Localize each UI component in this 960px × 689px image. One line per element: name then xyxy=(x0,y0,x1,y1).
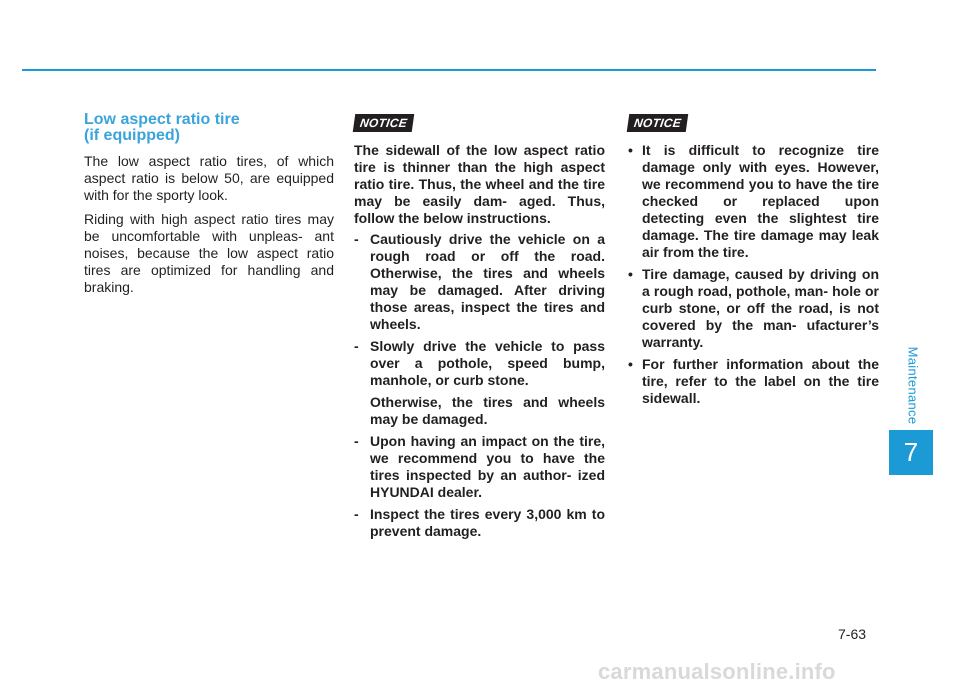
column-low-aspect-ratio xyxy=(84,112,334,303)
comfort-paragraph: Riding with high aspect ratio tires may be uncomfortable with unpleas- ant noises, because the low aspect ratio tires are optimized for handling and braking. xyxy=(84,211,334,295)
column-notice-sidewall xyxy=(354,112,605,545)
section-name: Maintenance xyxy=(905,346,921,424)
list-marker: - xyxy=(354,338,359,354)
list-item-text: For further information about the tire, refer to the label on the tire sidewall. xyxy=(642,356,879,406)
instruction-list xyxy=(354,231,605,540)
notice-intro: The sidewall of the low aspect ratio tire is thinner than the high aspect ratio tire. Thus, the wheel and the tire may be easily dam- aged. Thus, follow the below instructions. xyxy=(354,142,605,226)
notice-badge: NOTICE xyxy=(627,114,689,132)
list-marker: - xyxy=(354,433,359,449)
bullet-marker: • xyxy=(628,356,633,372)
bullet-marker: • xyxy=(628,266,633,282)
list-item-continuation: Otherwise, the tires and wheels may be damaged. xyxy=(370,394,605,427)
chapter-number: 7 xyxy=(903,437,919,467)
column-notice-damage xyxy=(628,112,879,412)
list-item-text: It is difficult to recognize tire damage only with eyes. However, we recommend you to have the tire checked or replaced upon detecting even the slightest tire damage. The tire damage may leak air from the tire. xyxy=(642,142,879,260)
page-number: 7-63 xyxy=(838,626,867,642)
section-side-label xyxy=(893,340,933,430)
section-title xyxy=(84,112,334,144)
list-item xyxy=(354,506,605,540)
list-item-text: Inspect the tires every 3,000 km to prevent damage. xyxy=(370,506,605,539)
intro-paragraph: The low aspect ratio tires, of which aspect ratio is below 50, are equipped with for the sporty look. xyxy=(84,153,334,203)
list-item-text: Upon having an impact on the tire, we recommend you to have the tires inspected by an author- ized HYUNDAI dealer. xyxy=(370,433,605,500)
list-item xyxy=(354,231,605,333)
list-item xyxy=(354,338,605,428)
list-item xyxy=(628,266,879,351)
notice-bullet-list xyxy=(628,142,879,407)
section-title-line2: (if equipped) xyxy=(84,127,180,144)
section-title-line1: Low aspect ratio tire xyxy=(84,111,240,128)
watermark-text: carmanualsonline.info xyxy=(598,659,836,684)
list-item-text: Slowly drive the vehicle to pass over a pothole, speed bump, manhole, or curb stone. xyxy=(370,338,605,388)
list-item xyxy=(354,433,605,501)
list-marker: - xyxy=(354,231,359,247)
list-item xyxy=(628,356,879,407)
header-rule xyxy=(22,69,876,71)
chapter-tab xyxy=(889,430,933,475)
list-marker: - xyxy=(354,506,359,522)
notice-badge: NOTICE xyxy=(353,114,415,132)
list-item xyxy=(628,142,879,261)
list-item-text: Tire damage, caused by driving on a rough road, pothole, man- hole or curb stone, or off the road, is not covered by the man- ufacturer’s warranty. xyxy=(642,266,879,350)
list-item-text: Cautiously drive the vehicle on a rough road or off the road. Otherwise, the tires and wheels may be damaged. After driving those areas, inspect the tires and wheels. xyxy=(370,231,605,332)
bullet-marker: • xyxy=(628,142,633,158)
